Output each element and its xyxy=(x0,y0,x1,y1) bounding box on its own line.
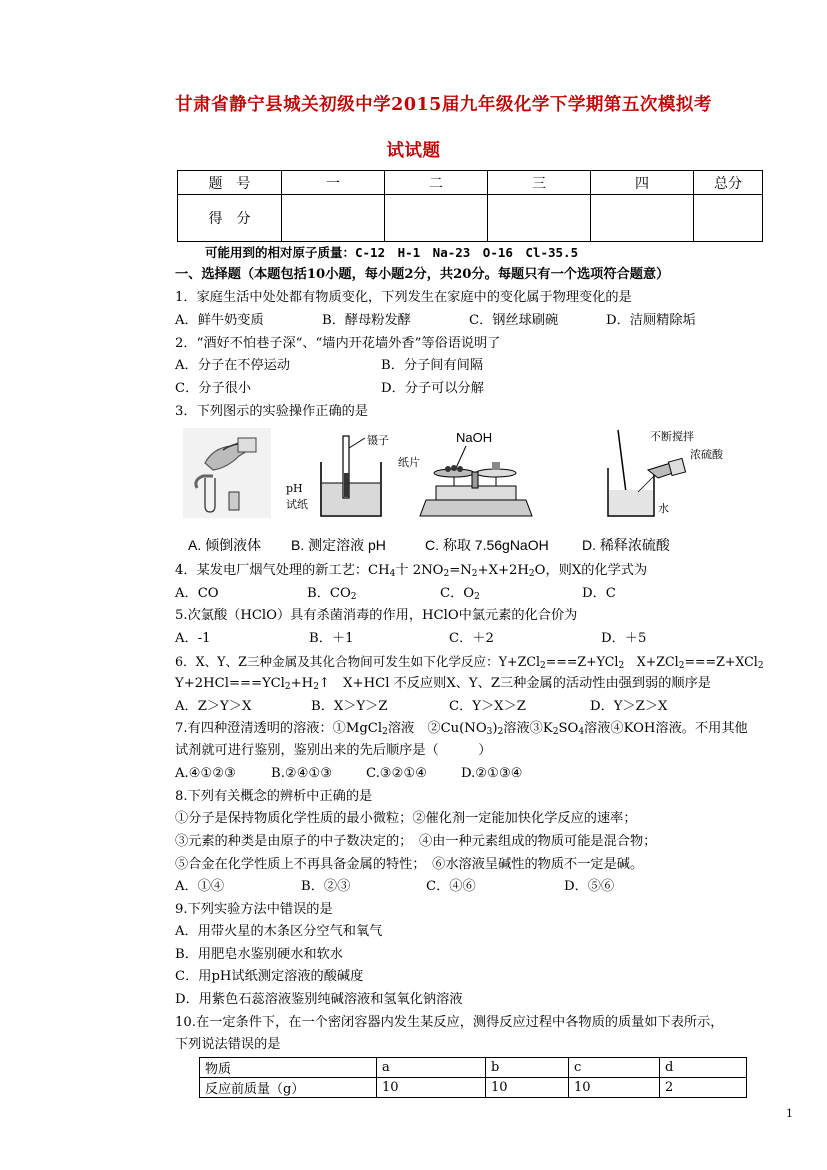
q4-stem: 4．某发电厂烟气处理的新工艺：$CH_4$十 $2NO_2=N_2+X+2H_2O$，则X的化学式为 xyxy=(175,563,648,579)
score-header-1: 一 xyxy=(282,171,385,195)
mass-value-c: 10 xyxy=(569,1078,660,1098)
q8-statement-3: ⑤合金在化学性质上不再具备金属的特性； ⑥水溶液呈碱性的物质不一定是碱。 xyxy=(175,857,644,872)
q1-stem: 1．家庭生活中处处都有物质变化，下列发生在家庭中的变化属于物理变化的是 xyxy=(175,290,632,305)
mass-row-label: 反应前质量（g） xyxy=(200,1078,377,1098)
q6-option-c: C．Y＞X＞Z xyxy=(449,699,526,714)
q6-stem-line-1: 6．X、Y、Z三种金属及其化合物间可发生如下化学反应：Y+ZCl$_2$===Z+YCl$_2$ X+ZCl$_2$===Z+XCl$_2$ xyxy=(175,654,764,671)
q6-option-b: B．X＞Y＞Z xyxy=(311,699,388,714)
fig-b-label-tweezers: 镊子 xyxy=(367,434,389,447)
q8-statement-2: ③元素的种类是由原子的中子数决定的； ④由一种元素组成的物质可能是混合物； xyxy=(175,834,657,849)
figure-d-dilute-acid xyxy=(598,428,738,523)
q10-stem: 10.在一定条件下，在一个密闭容器内发生某反应，测得反应过程中各物质的质量如下表所示， xyxy=(175,1015,724,1030)
fig-c-label-paper: 纸片 xyxy=(398,456,420,469)
q3-option-d: D. 稀释浓硫酸 xyxy=(582,537,670,553)
q5-option-a: A．-1 xyxy=(175,631,211,646)
q9-option-a: A．用带火星的木条区分空气和氧气 xyxy=(175,924,383,939)
q3-option-a: A. 倾倒液体 xyxy=(188,537,262,553)
q7-option-b: B.②④①③ xyxy=(271,766,333,781)
score-cell-3 xyxy=(488,195,591,242)
fig-b-label-paper: 试纸 xyxy=(286,498,308,511)
q4-option-c: C．$O_2$ xyxy=(440,586,480,602)
score-cell-total xyxy=(694,195,763,242)
score-header-label: 题 号 xyxy=(178,171,282,195)
q1-option-c: C．钢丝球刷碗 xyxy=(469,313,559,328)
q4-option-d: D．C xyxy=(582,586,616,601)
q7-stem-line-1: 7.有四种澄清透明的溶液：①MgCl$_2$溶液 $②Cu(NO_3)_2$溶液$③K_2SO_4$溶液④KOH溶液。不用其他 xyxy=(175,721,748,737)
q5-option-c: C．＋2 xyxy=(449,631,494,646)
mass-value-d: 2 xyxy=(660,1078,747,1098)
q5-option-d: D．＋5 xyxy=(601,631,647,646)
section-1-heading: 一、选择题（本题包括10小题，每小题2分，共20分。每题只有一个选项符合题意） xyxy=(175,267,670,282)
mass-header-b: b xyxy=(486,1058,569,1078)
q8-option-d: D．⑤⑥ xyxy=(564,879,615,894)
score-cell-1 xyxy=(282,195,385,242)
score-row-label: 得 分 xyxy=(178,195,282,242)
q4-option-a: A．CO xyxy=(175,586,219,601)
q6-option-a: A．Z＞Y＞X xyxy=(175,699,252,714)
mass-header-a: a xyxy=(377,1058,486,1078)
figure-c-balance xyxy=(396,428,536,523)
mass-value-a: 10 xyxy=(377,1078,486,1098)
q5-stem: 5.次氯酸（HClO）具有杀菌消毒的作用，HClO中氯元素的化合价为 xyxy=(175,608,578,623)
q8-statement-1: ①分子是保持物质化学性质的最小微粒；②催化剂一定能加快化学反应的速率； xyxy=(175,811,637,826)
score-cell-4 xyxy=(591,195,694,242)
fig-c-label-naoh: NaOH xyxy=(456,430,493,445)
q8-option-b: B．②③ xyxy=(301,879,351,894)
q3-option-b: B. 测定溶液 pH xyxy=(291,537,386,553)
q10-mass-table xyxy=(199,1057,747,1098)
q1-option-d: D．洁厕精除垢 xyxy=(606,313,696,328)
fig-d-label-acid: 浓硫酸 xyxy=(690,448,723,461)
q6-stem-line-2: $Y+2HCl===YCl_2+H_2↑$ X+HCl 不反应则X、Y、Z三种金属的活动性由强到弱的顺序是 xyxy=(175,676,711,692)
figure-a-pour-liquid xyxy=(183,428,271,518)
title-line-1: 甘肃省静宁县城关初级中学2015届九年级化学下学期第五次模拟考 xyxy=(175,95,712,115)
q2-stem: 2．“酒好不怕巷子深“、“墙内开花墙外香”等俗语说明了 xyxy=(175,336,501,351)
q8-stem: 8.下列有关概念的辨析中正确的是 xyxy=(175,789,373,804)
page-number: 1 xyxy=(786,1107,793,1120)
title-line-2: 试试题 xyxy=(386,141,441,161)
q7-option-c: C.③②①④ xyxy=(366,766,428,781)
q7-stem-line-2: 试剂就可进行鉴别，鉴别出来的先后顺序是（ ） xyxy=(175,743,492,758)
mass-header-d: d xyxy=(660,1058,747,1078)
fig-d-label-stir: 不断搅拌 xyxy=(650,430,694,443)
q1-option-b: B．酵母粉发酵 xyxy=(322,313,411,328)
q10-stem-line-2: 下列说法错误的是 xyxy=(175,1037,281,1052)
mass-value-b: 10 xyxy=(486,1078,569,1098)
score-header-total: 总分 xyxy=(694,171,763,195)
q8-option-a: A．①④ xyxy=(175,879,225,894)
score-header-4: 四 xyxy=(591,171,694,195)
q2-option-b: B．分子间有间隔 xyxy=(381,358,484,373)
q7-option-a: A.④①②③ xyxy=(175,766,237,781)
q1-option-a: A．鲜牛奶变质 xyxy=(175,313,264,328)
q3-option-c: C. 称取 7.56gNaOH xyxy=(425,537,549,553)
q2-option-a: A．分子在不停运动 xyxy=(175,358,291,373)
fig-b-label-ph: pH xyxy=(286,482,303,495)
score-header-2: 二 xyxy=(385,171,488,195)
q8-option-c: C．④⑥ xyxy=(426,879,476,894)
score-cell-2 xyxy=(385,195,488,242)
q5-option-b: B．＋1 xyxy=(309,631,354,646)
q9-stem: 9.下列实验方法中错误的是 xyxy=(175,902,333,917)
score-header-3: 三 xyxy=(488,171,591,195)
q9-option-b: B．用肥皂水鉴别硬水和软水 xyxy=(175,947,343,962)
q7-option-d: D.②①③④ xyxy=(461,766,523,781)
q2-option-d: D．分子可以分解 xyxy=(381,381,484,396)
q9-option-c: C．用pH试纸测定溶液的酸碱度 xyxy=(175,969,364,984)
q3-stem: 3．下列图示的实验操作正确的是 xyxy=(175,404,369,419)
fig-d-label-water: 水 xyxy=(658,502,669,515)
q6-option-d: D．Y＞Z＞X xyxy=(590,699,668,714)
q2-option-c: C．分子很小 xyxy=(175,381,252,396)
q4-option-b: B．$CO_2$ xyxy=(307,586,357,602)
q9-option-d: D．用紫色石蕊溶液鉴别纯碱溶液和氢氧化钠溶液 xyxy=(175,992,463,1007)
figure-b-ph-test xyxy=(283,428,395,523)
score-table xyxy=(177,170,763,242)
mass-header-c: c xyxy=(569,1058,660,1078)
atomic-mass-line: 可能用到的相对原子质量：C-12 H-1 Na-23 O-16 Cl-35.5 xyxy=(205,245,579,260)
mass-header-substance: 物质 xyxy=(200,1058,377,1078)
